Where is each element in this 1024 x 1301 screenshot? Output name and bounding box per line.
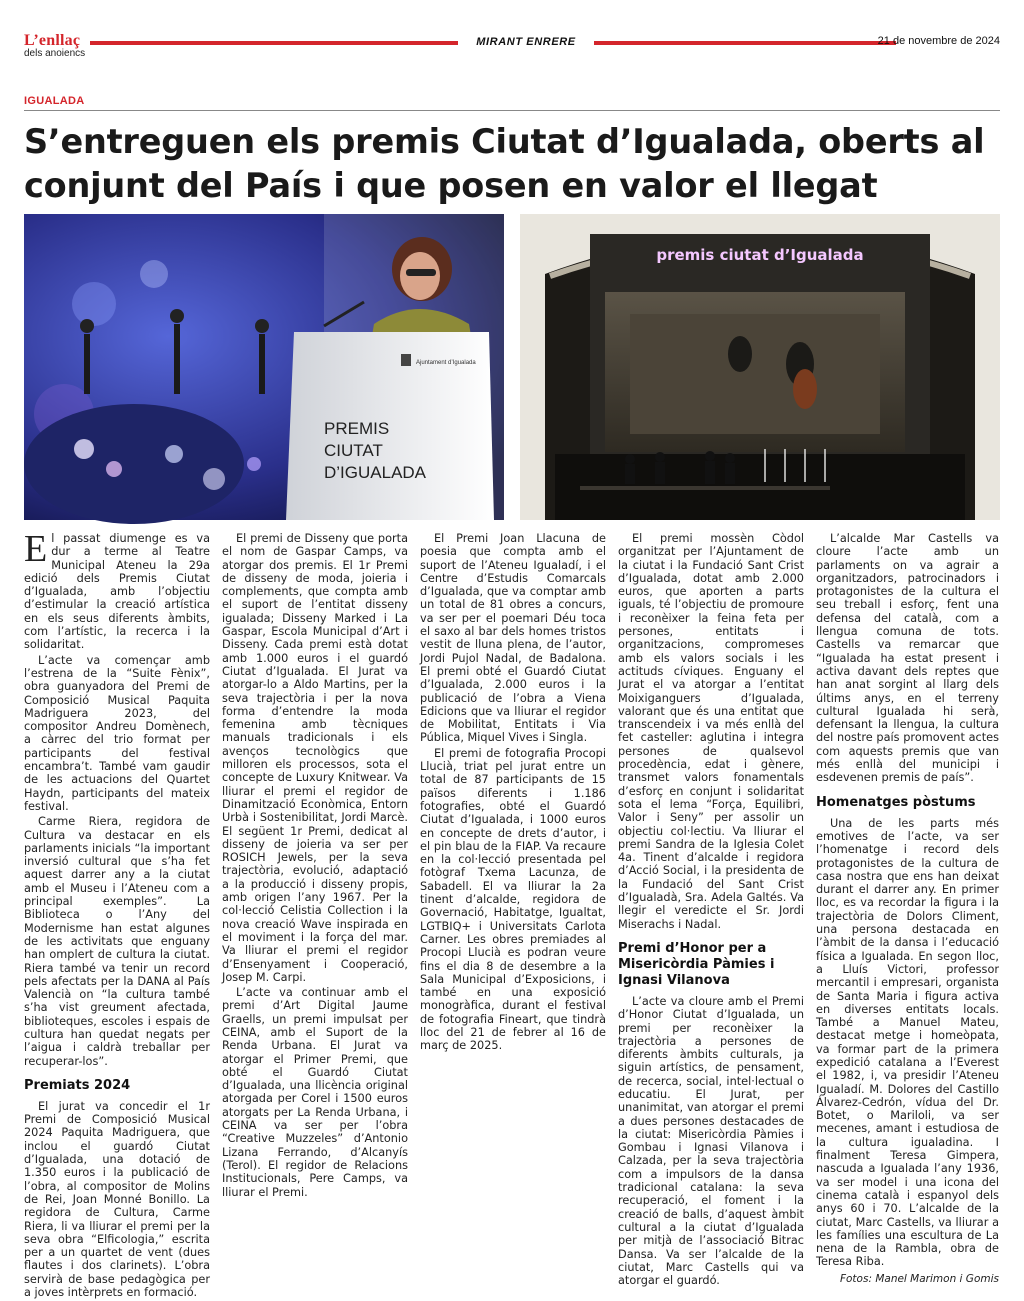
paragraph: El premi de Disseny que porta el nom de Gaspar Camps, va atorgar dos premis. El 1r Premi de disseny de moda, joieria i complements, que compta amb el suport de l’entitat disseny igualada; Disseny Marked i La Gaspar, Escola Municipal d’Art i Disseny. Cada premi està dotat amb 1.000 euros i el guardó Ciutat d’Igualada. El Jurat va atorgar-lo a Aldo Martins, per la seva trajectòria i per la nova forma d’entendre la moda femenina amb tècniques manuals tradicionals i els avenços tecnològics que milloren els processos, sota el concepte de Luxury Knitwear. Va lliurar el premi el regidor de Dinamització Econòmica, Entorn Urbà i Sostenibilitat, Jordi Marcè. El següent 1r Premi, dedicat al disseny de joieria va ser per ROSICH Jewels, per la seva trajectòria, evolució, adaptació a la producció i disseny propis, amb origen l’any 1967. Per la col·lecció Celistia Collection i la nova creació Wave inspirada en el moviment i la força del mar. Va lliurar el premi el regidor d’Ensenyament i Cooperació, Josep M. Carpi. bbox=[222, 532, 408, 984]
subhead-homenatges: Homenatges pòstums bbox=[816, 794, 976, 810]
lectern-line-2: CIUTAT bbox=[324, 441, 383, 460]
paragraph: El jurat va concedir el 1r Premi de Composició Musical 2024 Paquita Madriguera, que inclou el guardó Ciutat d’Igualada, una dotació de 1.350 euros i la publicació de l’obra, al compositor de Molins de Rei, Joan Monné Bonillo. La regidora de Cultura, Carme Riera, li va lliurar el premi per la seva obra “Elficologia,” escrita per a un quartet de vent (dues flautes i dos clarinets). L’obra servirà de base pedagògica per a joves intèrprets en formació. bbox=[24, 1099, 210, 1300]
lectern-line-3: D’IGUALADA bbox=[324, 463, 427, 482]
subhead-premi-honor: Premi d’Honor per a Misericòrdia Pàmies i Ignasi Vilanova bbox=[618, 940, 775, 988]
photo-theatre-stage bbox=[520, 214, 1000, 520]
logo-title: L’enllaç bbox=[24, 32, 81, 49]
paragraph: Una de les parts més emotives de l’acte, va ser l’homenatge i record dels protagonistes de la cultura de casa nostra que ens han deixat durant el darrer any. En primer lloc, es va recordar la figura i la trajectòria de Dolors Climent, una persona destacada en l’àmbit de la dansa i l’educació física a Igualada. En segon lloc, a Lluís Victori, professor mercantil i empresari, organista de Santa Maria i figura activa en diverses entitats locals. També a Manuel Mateu, destacat metge i homeòpata, va formar part de la primera expedició catalana a l’Everest el 1982, i, va presidir l’Ateneu Igualadí. M. Dolores del Castillo Álvarez-Cedrón, vídua del Dr. Botet, o Mariloli, va ser mecenes, amant i estudiosa de la cultura igualadina. I finalment Teresa Gimpera, nascuda a Igualada l’any 1936, va ser model i una icona del cinema català i espanyol dels anys 60 i 70. L’alcalde de la ciutat, Marc Castells, va lliurar a les famílies una escultura de La nena de la Rambla, obra de Teresa Riba. bbox=[816, 816, 999, 1269]
photo-credit: Fotos: Manel Marimon i Gomis bbox=[839, 1272, 999, 1285]
intro-text: l passat diumenge es va dur a terme al Teatre Municipal Ateneu la 29a edició dels Premis Ciutat d’Igualada, amb l’objectiu d’estimular la creació artística en els seus diferents àmbits, com l’artístic, la recerca i la solidaritat. bbox=[24, 532, 210, 652]
photo-speaker-lectern bbox=[24, 214, 504, 520]
coat-of-arms-icon bbox=[401, 354, 411, 366]
article-headline: S’entreguen els premis Ciutat d’Igualada, oberts al conjunt del País i que posen en valor el llegat bbox=[24, 122, 985, 205]
paragraph: L’acte va començar amb l’estrena de la “Suite Fènix”, obra guanyadora del Premi de Composició Musical Paquita Madriguera 2023, del compositor Andreu Domènech, a càrrec del trio format per participants del festival encambra’t. També vam gaudir de les actuacions del Quartet Haydn, participants del mateix festival. bbox=[24, 653, 210, 813]
column-2 bbox=[222, 532, 408, 1201]
page-header bbox=[24, 28, 1000, 62]
header-rule-right bbox=[594, 41, 896, 45]
lectern-logo-text: Ajuntament d’Igualada bbox=[416, 360, 476, 366]
paragraph: L’acte va cloure amb el Premi d’Honor Ciutat d’Igualada, un premi per reconèixer la trajectòria a persones de diferents àmbits culturals, ja siguin artístics, de pensament, de recerca, social, intel·lectual o educatiu. El Jurat, per unanimitat, van atorgar el premi a dues persones destacades de la ciutat: Misericòrdia Pàmies i Gombau i Ignasi Vilanova i Calzada, per la seva trajectòria com a impulsors de la dansa tradicional catalana: la seva recuperació, el foment i la creació de balls, d’aquest àmbit cultural a la ciutat d’Igualada per mitjà de l’associació Bitrac Dansa. Va ser l’alcalde de la ciutat, Marc Castells qui va atorgar el guardó. bbox=[618, 994, 804, 1288]
article-kicker: IGUALADA bbox=[24, 95, 85, 107]
paragraph: L’alcalde Mar Castells va cloure l’acte amb un parlaments on va agrair a organitzadors, patrocinadors i protagonistes de la cultura el seu treball i esforç, fent una defensa del català, com a llengua comuna de tots. Castells va remarcar que “Igualada ha estat present i activa davant dels reptes que han anat sorgint al llarg dels últims anys, en el terreny cultural Igualada hi serà, defensant la llengua, la cultura del nostre país promovent actes com aquests premis que van més enllà del municipi i esdevenen premis de país”. bbox=[816, 532, 999, 785]
lectern-line-1: PREMIS bbox=[324, 419, 390, 438]
header-rule-left bbox=[90, 41, 458, 45]
subhead-premiats: Premiats 2024 bbox=[24, 1077, 131, 1093]
column-3 bbox=[420, 532, 606, 1055]
paragraph: El Premi Joan Llacuna de poesia que compta amb el suport de l’Ateneu Igualadí, i el Centre d’Estudis Comarcals d’Igualada, que va comptar amb un total de 81 obres a concurs, va ser per el poemari Déu toca el saxo al bar dels homes tristos vestit de lluna plena, de l’autor, Jordi Pujol Nadal, de Badalona. El premi obté el Guardó Ciutat d’Igualada, 2.000 euros i la publicació de l’obra a Viena Edicions que va lliurar el regidor de Mobilitat, Entitats i Via Pública, Miquel Vives i Singla. bbox=[420, 532, 606, 745]
screen-title: premis ciutat d’Igualada bbox=[656, 246, 864, 264]
logo-subtitle: dels anoiencs bbox=[24, 48, 86, 59]
paragraph: Carme Riera, regidora de Cultura va destacar en els parlaments inicials “la important inversió cultural que s’ha fet aquest darrer any a la ciutat amb el Museu i l’Ateneu com a principal exemples”. La Biblioteca o l’Any del Modernisme han estat algunes de les activitats que enguany han omplert de cultura la ciutat. Riera també va tenir un record pels afectats per la DANA al País Valencià on “la cultura també s’ha vist greument afectada, biblioteques, escoles i espais de cultura han quedat negats per l’aigua i caldrà treballar per recuperar-los”. bbox=[24, 815, 210, 1068]
article-body bbox=[24, 528, 999, 1300]
kicker-divider bbox=[24, 110, 1000, 111]
issue-date: 21 de novembre de 2024 bbox=[877, 35, 1000, 47]
publication-logo bbox=[24, 33, 85, 59]
section-title: MIRANT ENRERE bbox=[476, 36, 576, 48]
paragraph: El premi de fotografia Procopi Llucià, triat pel jurat entre un total de 87 participants de 15 països diferents i 1.186 fotografies, obté el Guardó Ciutat d’Igualada, i 1000 euros en concepte de drets d’autor, i el pin blau de la FIAP. Va recaure en la col·lecció presentada pel fotògraf Txema Lacunza, de Sabadell. El va lliurar la 2a tinent d’alcalde, regidora de Governació, Habitatge, Igualtat, LGTBIQ+ i Universitats Carlota Carner. Les obres premiades al Procopi Llucià es podran veure fins el dia 8 de desembre a la Sala Municipal d’Exposicions, i també en una exposició monogràfica, durant el festival de fotografia Fineart, que tindrà lloc del 21 de febrer al 16 de març de 2025. bbox=[420, 746, 606, 1053]
paragraph: L’acte va continuar amb el premi d’Art Digital Jaume Graells, un premi impulsat per CEINA, amb el Suport de la Renda Urbana. El Jurat va atorgar el Primer Premi, que obté el Guardó Ciutat d’Igualada, una llicència original atorgada per Corel i 1500 euros atorgats per La Renda Urbana, i CEINA va ser per l’obra “Creative Muzzeles” d’Antonio Lizana Ferrando, d’Alcanyís (Terol). El regidor de Relacions Institucionals, Pere Camps, va lliurar el Premi. bbox=[222, 986, 408, 1199]
paragraph-intro bbox=[24, 528, 210, 652]
column-4 bbox=[618, 532, 804, 1289]
column-1 bbox=[24, 528, 210, 1301]
drop-cap: E bbox=[24, 528, 48, 570]
paragraph: El premi mossèn Còdol organitzat per l’Ajuntament de la ciutat i la Fundació Sant Crist d’Igualada, dotat amb 2.000 euros, que aporten a parts iguals, té l’objectiu de promoure i reconèixer la feina feta per persones, entitats i organitzacions, compromeses amb els valors socials i les actituds cíviques. Enguany el Jurat el va atorgar a l’entitat Moixiganguers d’Igualada, valorant que és una entitat que transcendeix i va més enllà del fet casteller: aglutina i integra persones de qualsevol procedència, edat i gènere, transmet valors fonamentals d’esforç en conjunt i solidaritat sota el lema “Força, Equilibri, Valor i Seny” per assolir un objectiu col·lectiu. Va lliurar el premi Sandra de la Iglesia Colet 4a. Tinent d’alcalde i regidora d’Acció Social, i la presidenta de la Fundació del Sant Crist d’Igualadà, Sra. Adela Galtés. Va llegir el veredicte el Sr. Jordi Miserachs i Nadal. bbox=[618, 532, 804, 931]
column-5 bbox=[816, 532, 999, 1286]
